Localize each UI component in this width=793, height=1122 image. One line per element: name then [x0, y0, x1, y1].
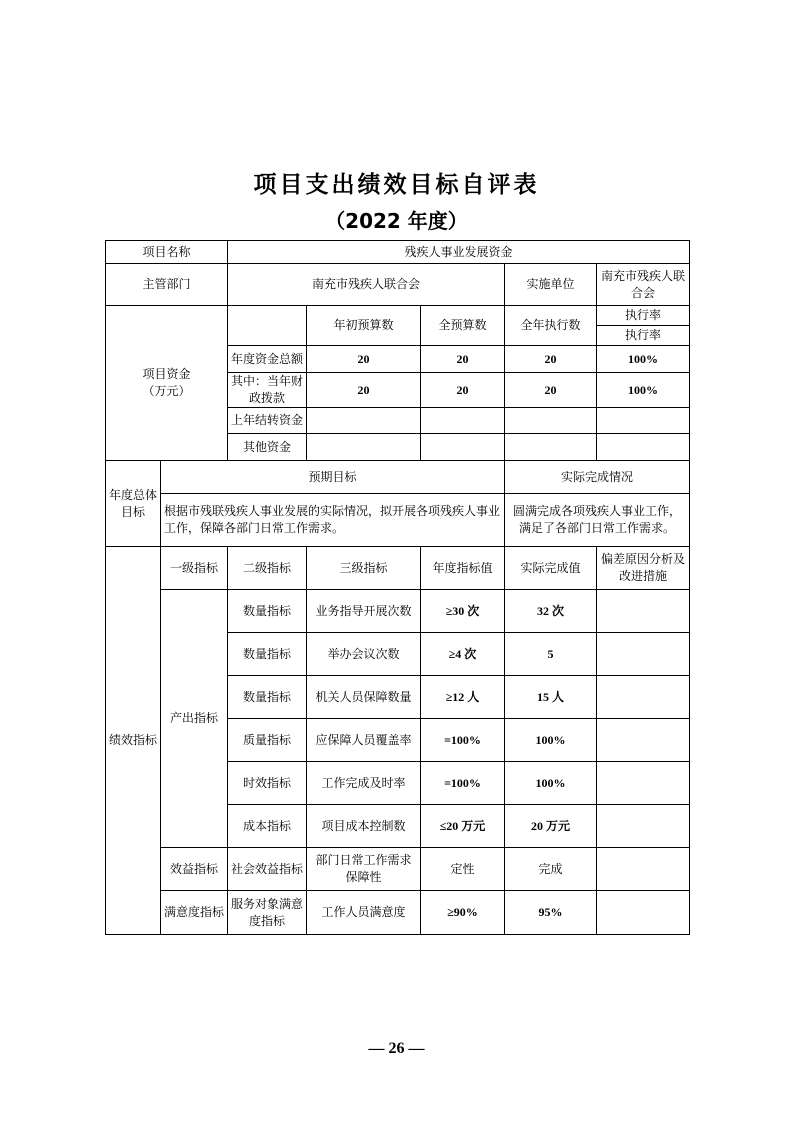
indicator-level2: 成本指标 — [228, 805, 307, 848]
indicator-header-level2: 二级指标 — [228, 547, 307, 590]
indicator-level3: 机关人员保障数量 — [307, 676, 421, 719]
funds-row-rate: 100% — [597, 346, 690, 373]
indicator-target: =100% — [421, 762, 505, 805]
indicator-level3: 工作完成及时率 — [307, 762, 421, 805]
funds-row-full: 20 — [421, 373, 505, 408]
benefit-level1: 效益指标 — [161, 848, 228, 891]
funds-row-executed — [505, 408, 597, 434]
department-row — [106, 264, 690, 306]
funds-row-initial — [307, 408, 421, 434]
funds-label-text: 项目资金（万元） — [142, 367, 191, 398]
funds-row-label: 其他资金 — [228, 434, 307, 461]
indicator-header-row — [106, 547, 690, 590]
funds-label — [106, 306, 228, 461]
funds-header-rate-bottom: 执行率 — [597, 325, 689, 346]
page-number: — 26 — — [368, 1040, 425, 1057]
goals-content-row — [106, 494, 690, 547]
indicator-header-level3: 三级指标 — [307, 547, 421, 590]
indicator-note — [597, 762, 690, 805]
benefit-note — [597, 848, 690, 891]
evaluation-table — [105, 240, 690, 935]
goals-header-row — [106, 461, 690, 494]
funds-header-rate-top: 执行率 — [625, 307, 662, 322]
funds-row-executed: 20 — [505, 346, 597, 373]
satisfaction-level2: 服务对象满意度指标 — [228, 891, 307, 935]
satisfaction-level1: 满意度指标 — [161, 891, 228, 935]
indicator-target: ≥30 次 — [421, 590, 505, 633]
indicator-actual: 100% — [505, 762, 597, 805]
indicator-row — [106, 590, 690, 633]
indicator-level2: 数量指标 — [228, 633, 307, 676]
benefit-actual: 完成 — [505, 848, 597, 891]
funds-header-row — [106, 306, 690, 346]
indicator-header-note: 偏差原因分析及改进措施 — [597, 547, 690, 590]
department-value: 南充市残疾人联合会 — [228, 264, 505, 306]
funds-row-full — [421, 434, 505, 461]
funds-row-rate — [597, 408, 690, 434]
funds-row-executed — [505, 434, 597, 461]
page-title: 项目支出绩效目标自评表 — [253, 172, 540, 198]
funds-row-initial: 20 — [307, 346, 421, 373]
indicator-level2: 时效指标 — [228, 762, 307, 805]
goals-expected-text: 根据市残联残疾人事业发展的实际情况，拟开展各项残疾人事业工作，保障各部门日常工作需求。 — [161, 494, 505, 547]
funds-row-executed: 20 — [505, 373, 597, 408]
indicator-note — [597, 719, 690, 762]
goals-expected-header: 预期目标 — [161, 461, 505, 494]
indicator-actual: 15 人 — [505, 676, 597, 719]
satisfaction-indicator-row — [106, 891, 690, 935]
indicator-target: =100% — [421, 719, 505, 762]
satisfaction-level3: 工作人员满意度 — [307, 891, 421, 935]
funds-header-blank — [228, 306, 307, 346]
output-indicator-label: 产出指标 — [161, 590, 228, 848]
implementing-unit-label: 实施单位 — [505, 264, 597, 306]
indicator-actual: 5 — [505, 633, 597, 676]
indicator-level2: 数量指标 — [228, 590, 307, 633]
funds-row-full: 20 — [421, 346, 505, 373]
indicator-actual: 100% — [505, 719, 597, 762]
indicator-note — [597, 676, 690, 719]
indicator-actual: 32 次 — [505, 590, 597, 633]
department-label: 主管部门 — [106, 264, 228, 306]
goals-actual-header: 实际完成情况 — [505, 461, 690, 494]
indicator-note — [597, 633, 690, 676]
indicator-level2: 数量指标 — [228, 676, 307, 719]
indicator-level3: 项目成本控制数 — [307, 805, 421, 848]
indicator-target: ≤20 万元 — [421, 805, 505, 848]
indicator-note — [597, 805, 690, 848]
performance-label: 绩效指标 — [106, 547, 161, 935]
indicator-actual: 20 万元 — [505, 805, 597, 848]
indicator-level3: 举办会议次数 — [307, 633, 421, 676]
indicator-target: ≥12 人 — [421, 676, 505, 719]
goals-label-text: 年度总体目标 — [109, 487, 158, 519]
implementing-unit-value: 南充市残疾人联合会 — [597, 264, 690, 306]
project-name-label: 项目名称 — [106, 241, 228, 264]
indicator-header-level1: 一级指标 — [161, 547, 228, 590]
project-name-value: 残疾人事业发展资金 — [228, 241, 690, 264]
indicator-note — [597, 590, 690, 633]
benefit-level2: 社会效益指标 — [228, 848, 307, 891]
funds-row-label: 其中：当年财政拨款 — [228, 373, 307, 408]
indicator-level3: 业务指导开展次数 — [307, 590, 421, 633]
indicator-header-actual: 实际完成值 — [505, 547, 597, 590]
funds-row-initial: 20 — [307, 373, 421, 408]
page-subtitle-year: （2022 年度） — [325, 209, 468, 233]
funds-row-full — [421, 408, 505, 434]
funds-row-rate — [597, 434, 690, 461]
satisfaction-note — [597, 891, 690, 935]
benefit-indicator-row — [106, 848, 690, 891]
funds-header-full: 全预算数 — [421, 306, 505, 346]
funds-header-initial: 年初预算数 — [307, 306, 421, 346]
funds-row-label: 上年结转资金 — [228, 408, 307, 434]
indicator-header-target: 年度指标值 — [421, 547, 505, 590]
goals-actual-text: 圆满完成各项残疾人事业工作，满足了各部门日常工作需求。 — [505, 494, 690, 547]
satisfaction-actual: 95% — [505, 891, 597, 935]
satisfaction-target: ≥90% — [421, 891, 505, 935]
indicator-target: ≥4 次 — [421, 633, 505, 676]
funds-row-initial — [307, 434, 421, 461]
funds-row-rate: 100% — [597, 373, 690, 408]
benefit-target: 定性 — [421, 848, 505, 891]
indicator-level3: 应保障人员覆盖率 — [307, 719, 421, 762]
funds-header-rate — [597, 306, 690, 346]
funds-row-label: 年度资金总额 — [228, 346, 307, 373]
funds-header-executed: 全年执行数 — [505, 306, 597, 346]
indicator-level2: 质量指标 — [228, 719, 307, 762]
benefit-level3: 部门日常工作需求保障性 — [307, 848, 421, 891]
project-name-row — [106, 241, 690, 264]
goals-label — [106, 461, 161, 547]
